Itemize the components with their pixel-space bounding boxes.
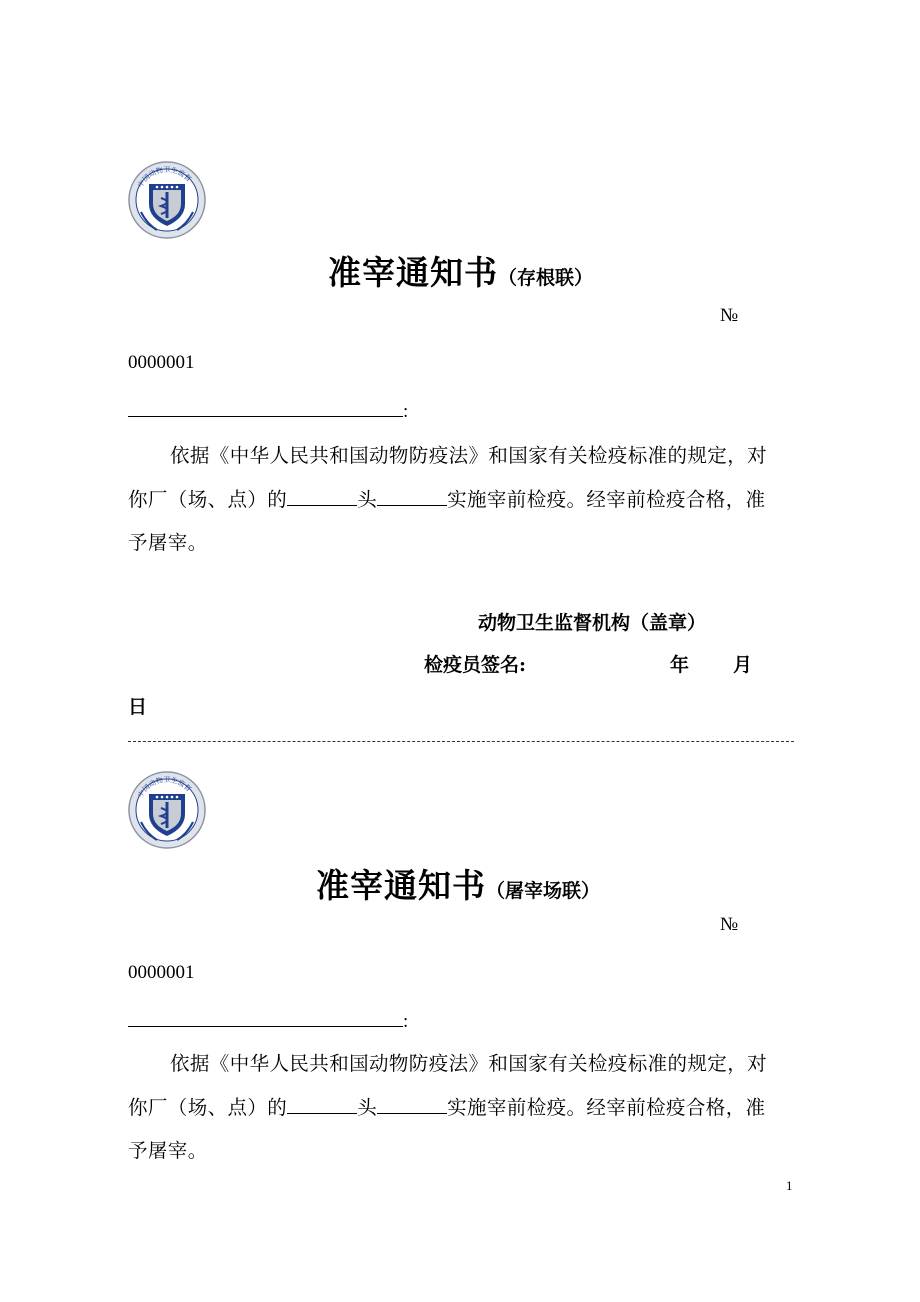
copy-body-line2-c: 实施宰前检疫。经宰前检疫合格，准 bbox=[447, 1096, 766, 1119]
copy-body-line3: 予屠宰。 bbox=[128, 1139, 208, 1162]
tear-off-cut-line bbox=[128, 741, 794, 742]
logo-text-2: 中国动物卫生监督 bbox=[136, 775, 193, 800]
stub-year-label: 年 bbox=[670, 654, 690, 676]
stub-authority-seal: 动物卫生监督机构（盖章） bbox=[478, 612, 707, 634]
copy-subtitle: （屠宰场联） bbox=[486, 880, 601, 902]
stub-number-mark: № bbox=[720, 305, 739, 326]
inspection-emblem-logo bbox=[127, 160, 207, 240]
copy-animal-blank bbox=[377, 1095, 447, 1114]
copy-addressee-field bbox=[128, 1008, 408, 1033]
copy-title bbox=[316, 860, 600, 907]
stub-addressee-colon: : bbox=[403, 401, 409, 422]
inspection-emblem-logo-2 bbox=[127, 770, 207, 850]
copy-body-line2-a: 你厂（场、点）的 bbox=[128, 1096, 288, 1119]
copy-quantity-blank bbox=[287, 1095, 357, 1114]
copy-number-mark: № bbox=[720, 914, 739, 935]
copy-body-line2 bbox=[128, 1092, 766, 1120]
logo-text: 中国动物卫生监督 bbox=[136, 165, 193, 190]
stub-quantity-blank bbox=[287, 487, 357, 506]
stub-body-line2-a: 你厂（场、点）的 bbox=[128, 488, 288, 511]
stub-addressee-line bbox=[128, 398, 403, 417]
stub-subtitle: （存根联） bbox=[498, 267, 594, 289]
stub-title-text: 准宰通知书 bbox=[328, 253, 498, 292]
copy-body-line1: 依据《中华人民共和国动物防疫法》和国家有关检疫标准的规定，对 bbox=[170, 1052, 768, 1075]
stub-title bbox=[328, 247, 593, 294]
stub-body-line2 bbox=[128, 484, 766, 512]
copy-serial-number: 0000001 bbox=[128, 962, 195, 983]
page-number: 1 bbox=[786, 1178, 793, 1193]
stub-day-label: 日 bbox=[128, 696, 148, 718]
stub-body-line3: 予屠宰。 bbox=[128, 531, 208, 554]
copy-body-line2-b: 头 bbox=[357, 1096, 378, 1119]
stub-body-line2-b: 头 bbox=[357, 488, 378, 511]
copy-addressee-line bbox=[128, 1008, 403, 1027]
stub-inspector-signature: 检疫员签名: bbox=[424, 654, 527, 676]
stub-animal-blank bbox=[377, 487, 447, 506]
copy-title-text: 准宰通知书 bbox=[316, 866, 486, 905]
stub-addressee-field bbox=[128, 398, 408, 423]
copy-addressee-colon: : bbox=[403, 1011, 409, 1032]
stub-body-line1: 依据《中华人民共和国动物防疫法》和国家有关检疫标准的规定，对 bbox=[170, 444, 768, 467]
stub-body-line2-c: 实施宰前检疫。经宰前检疫合格，准 bbox=[447, 488, 766, 511]
stub-serial-number: 0000001 bbox=[128, 352, 195, 373]
stub-month-label: 月 bbox=[733, 654, 753, 676]
